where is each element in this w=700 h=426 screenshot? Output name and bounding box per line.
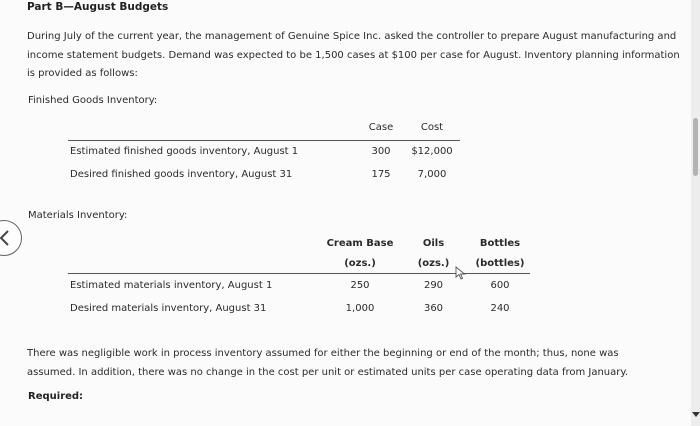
fg-row-cost: 7,000 xyxy=(417,169,447,180)
col-header-cost: Cost xyxy=(420,122,444,133)
scroll-down-arrow-icon[interactable] xyxy=(692,412,700,417)
scrollbar-track[interactable] xyxy=(691,0,700,426)
mat-row-label: Estimated materials inventory, August 1 xyxy=(70,280,273,291)
mat-row-oils: 360 xyxy=(423,303,444,314)
col-header-cream-base: Cream Base xyxy=(326,238,394,249)
col-header-bottles-unit: (bottles) xyxy=(475,258,525,269)
col-header-cream-base-unit: (ozs.) xyxy=(344,258,376,269)
part-title: Part B—August Budgets xyxy=(27,1,169,13)
fg-row-label: Estimated finished goods inventory, August 1 xyxy=(70,146,299,157)
materials-label: Materials Inventory: xyxy=(28,210,128,221)
col-header-oils: Oils xyxy=(422,238,445,249)
finished-goods-label: Finished Goods Inventory: xyxy=(28,95,158,106)
required-label: Required: xyxy=(28,391,84,402)
mat-row-bottles: 240 xyxy=(490,303,510,314)
intro-paragraph: During July of the current year, the management of Genuine Spice Inc. asked the controller to prepare August manufacturing and income statement budgets. Demand was expected to be 1,500 cases at $100 per case for August. Inventory planning information is provided as follows: xyxy=(27,31,680,79)
col-header-bottles: Bottles xyxy=(479,238,521,249)
scrollbar-thumb[interactable] xyxy=(693,118,698,176)
mat-row-bottles: 600 xyxy=(490,280,510,291)
fg-row-case: 300 xyxy=(371,146,391,157)
mat-row-cream: 1,000 xyxy=(345,303,375,314)
header-rule xyxy=(68,140,460,141)
fg-row-case: 175 xyxy=(371,169,391,180)
note-paragraph: There was negligible work in process inventory assumed for either the beginning or end of the month; thus, none was assumed. In addition, there was no change in the cost per unit or estimated units per case operating data from January. xyxy=(27,348,629,378)
col-header-oils-unit: (ozs.) xyxy=(417,258,450,269)
fg-row-label: Desired finished goods inventory, August 31 xyxy=(70,169,293,180)
col-header-case: Case xyxy=(368,122,394,133)
fg-row-cost: $12,000 xyxy=(411,146,453,157)
chevron-left-icon xyxy=(0,220,22,256)
mat-row-cream: 250 xyxy=(350,280,370,291)
pointer-cursor-icon xyxy=(455,266,467,280)
mat-row-label: Desired materials inventory, August 31 xyxy=(70,303,267,314)
mat-row-oils: 290 xyxy=(423,280,444,291)
back-button[interactable] xyxy=(0,220,22,256)
